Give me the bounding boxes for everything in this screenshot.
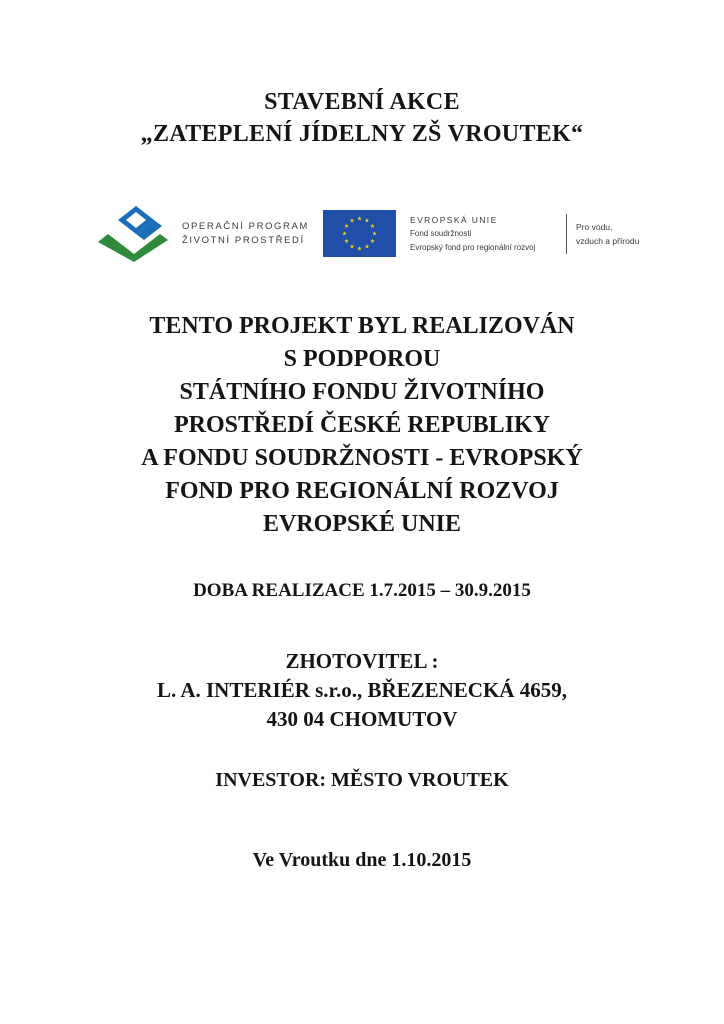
opzp-logo-icon: [96, 204, 170, 262]
statement-line: TENTO PROJEKT BYL REALIZOVÁN: [149, 313, 575, 339]
statement-line: EVROPSKÉ UNIE: [262, 511, 462, 537]
slogan: [576, 220, 639, 248]
logo-strip: [96, 200, 656, 264]
eu-line-2: Fond soudržnosti: [410, 229, 472, 238]
slogan-line-2: vzduch a přírodu: [576, 236, 640, 246]
eu-name: [410, 213, 535, 255]
eu-line-1: EVROPSKÁ UNIE: [410, 215, 498, 225]
realization-period: DOBA REALIZACE 1.7.2015 – 30.9.2015: [193, 580, 531, 601]
title-line-1: STAVEBNÍ AKCE: [264, 89, 460, 115]
statement-line: PROSTŘEDÍ ČESKÉ REPUBLIKY: [173, 412, 551, 438]
logo-divider: [566, 214, 567, 254]
contractor-city: 430 04 CHOMUTOV: [266, 707, 458, 731]
slogan-line-1: Pro vodu,: [576, 222, 613, 232]
contractor-name-address: L. A. INTERIÉR s.r.o., BŘEZENECKÁ 4659,: [157, 678, 567, 702]
opzp-line-2: ŽIVOTNÍ PROSTŘEDÍ: [182, 235, 305, 246]
contractor-label: ZHOTOVITEL :: [285, 649, 439, 673]
statement-line: STÁTNÍHO FONDU ŽIVOTNÍHO: [179, 379, 545, 405]
statement-line: FOND PRO REGIONÁLNÍ ROZVOJ: [165, 478, 559, 504]
statement-line: A FONDU SOUDRŽNOSTI - EVROPSKÝ: [141, 445, 583, 471]
investor: INVESTOR: MĚSTO VROUTEK: [215, 769, 509, 791]
title-line-2: „ZATEPLENÍ JÍDELNY ZŠ VROUTEK“: [140, 121, 584, 147]
statement-line: S PODPOROU: [283, 346, 441, 372]
funding-statement: [0, 310, 724, 541]
eu-line-3: Evropský fond pro regionální rozvoj: [410, 243, 536, 252]
opzp-name: [182, 220, 309, 248]
project-title: [0, 86, 724, 150]
opzp-line-1: OPERAČNÍ PROGRAM: [182, 221, 309, 232]
place-and-date: Ve Vroutku dne 1.10.2015: [252, 849, 472, 871]
contractor-block: [0, 647, 724, 734]
eu-flag-icon: [323, 210, 396, 257]
